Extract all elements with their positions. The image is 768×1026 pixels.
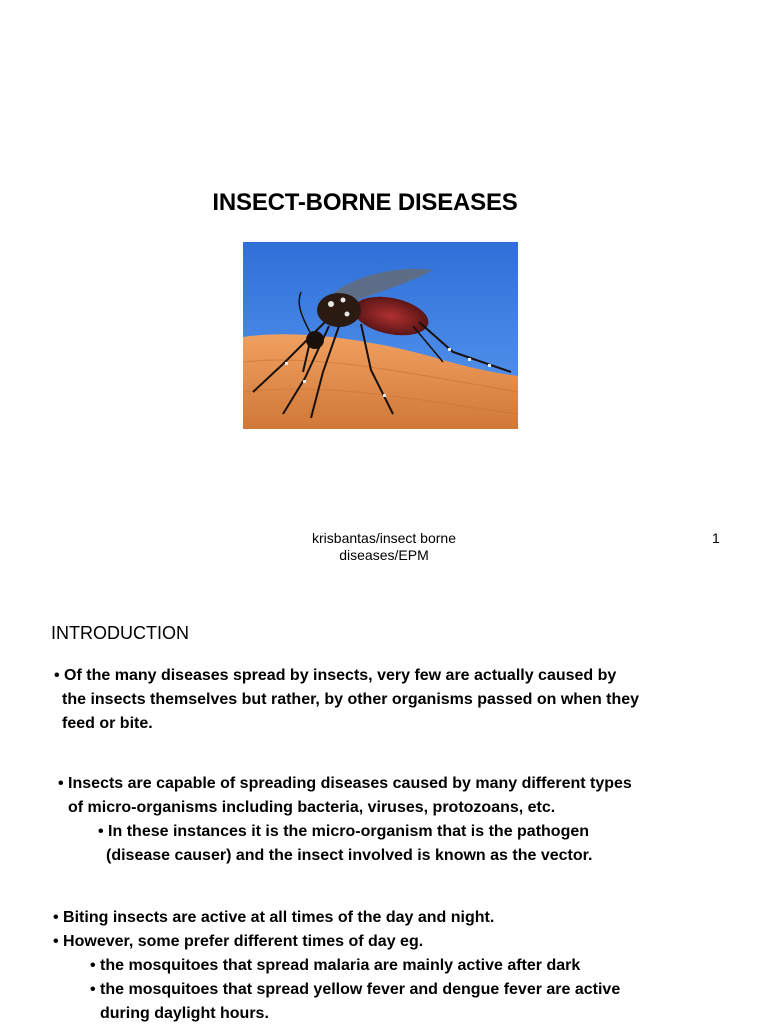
mosquito-photo: [243, 242, 518, 429]
mosquito-illustration: [243, 242, 518, 429]
text-line: • Biting insects are active at all times of the day and night.: [53, 909, 495, 926]
text-line: • However, some prefer different times of day eg.: [53, 933, 424, 950]
paragraph-biting-times: [53, 906, 620, 1026]
text-line: • Insects are capable of spreading diseases caused by many different types: [58, 775, 632, 792]
text-line: • In these instances it is the micro-organism that is the pathogen: [98, 823, 590, 840]
footer-source-line-2: diseases/EPM: [339, 547, 429, 563]
footer-source-line-1: krisbantas/insect borne: [312, 530, 456, 546]
text-line: of micro-organisms including bacteria, viruses, protozoans, etc.: [68, 799, 556, 816]
text-line: • the mosquitoes that spread yellow fever and dengue fever are active: [90, 981, 621, 998]
text-line: during daylight hours.: [100, 1005, 269, 1022]
slide-title: INSECT-BORNE DISEASES: [212, 189, 518, 216]
slide-footer: [284, 530, 484, 564]
paragraph-micro-organisms: [58, 772, 632, 868]
text-line: feed or bite.: [62, 715, 153, 732]
paragraph-insect-organisms: [54, 664, 639, 736]
text-line: (disease causer) and the insect involved is known as the vector.: [106, 847, 593, 864]
text-line: • Of the many diseases spread by insects, very few are actually caused by: [54, 667, 617, 684]
text-line: the insects themselves but rather, by other organisms passed on when they: [62, 691, 640, 708]
text-line: • the mosquitoes that spread malaria are mainly active after dark: [90, 957, 581, 974]
page-number: 1: [712, 530, 720, 546]
section-heading: INTRODUCTION: [51, 623, 189, 643]
